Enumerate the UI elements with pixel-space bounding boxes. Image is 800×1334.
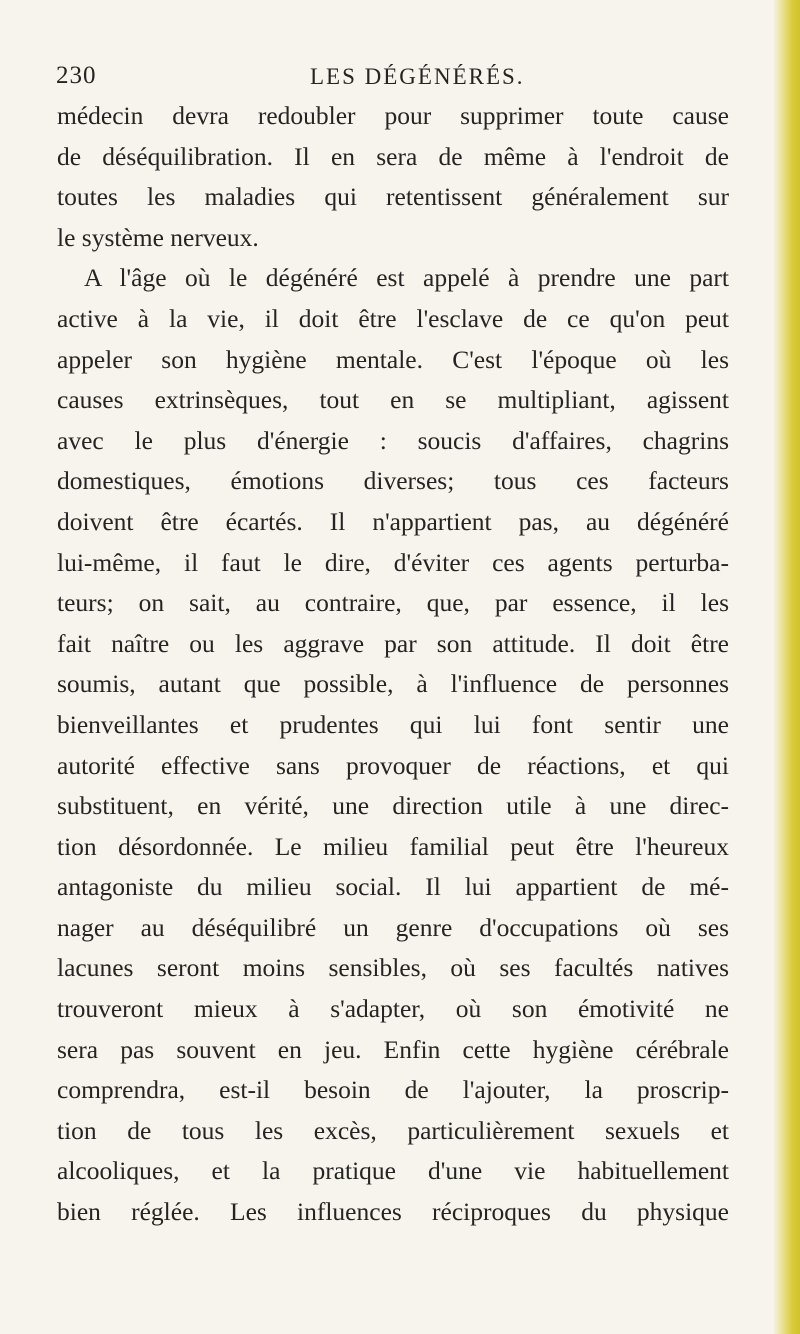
page-edge-shadow bbox=[774, 0, 800, 1334]
text-line: bien réglée. Les influences réciproques du physique bbox=[57, 1197, 729, 1227]
text-line: substituent, en vérité, une direction utile à une direc- bbox=[57, 791, 729, 821]
text-line: le système nerveux. bbox=[57, 222, 259, 252]
text-line: appeler son hygiène mentale. C'est l'époque où les bbox=[57, 344, 729, 374]
text-line: toutes les maladies qui retentissent généralement sur bbox=[57, 182, 729, 212]
text-line: soumis, autant que possible, à l'influence de personnes bbox=[57, 669, 729, 699]
text-line: tion de tous les excès, particulièrement sexuels et bbox=[57, 1115, 729, 1145]
text-line: autorité effective sans provoquer de réactions, et qui bbox=[57, 750, 729, 780]
text-line: lui-même, il faut le dire, d'éviter ces agents perturba- bbox=[57, 547, 729, 577]
text-line: doivent être écartés. Il n'appartient pas, au dégénéré bbox=[57, 506, 729, 536]
text-line: nager au déséquilibré un genre d'occupations où ses bbox=[57, 912, 729, 942]
body-text bbox=[57, 96, 729, 1233]
text-line: sera pas souvent en jeu. Enfin cette hygiène cérébrale bbox=[57, 1034, 729, 1064]
text-line: avec le plus d'énergie : soucis d'affaires, chagrins bbox=[57, 425, 729, 455]
running-title: LES DÉGÉNÉRÉS. bbox=[310, 64, 525, 89]
text-line: tion désordonnée. Le milieu familial peut être l'heureux bbox=[57, 831, 729, 861]
text-line: domestiques, émotions diverses; tous ces facteurs bbox=[57, 466, 729, 496]
text-line: trouveront mieux à s'adapter, où son émotivité ne bbox=[57, 994, 729, 1024]
page-number: 230 bbox=[56, 62, 97, 89]
text-line: comprendra, est-il besoin de l'ajouter, la proscrip- bbox=[57, 1075, 729, 1105]
text-line: teurs; on sait, au contraire, que, par essence, il les bbox=[57, 588, 729, 618]
text-line: active à la vie, il doit être l'esclave de ce qu'on peut bbox=[57, 303, 729, 333]
text-line: A l'âge où le dégénéré est appelé à prendre une part bbox=[84, 263, 729, 293]
text-line: médecin devra redoubler pour supprimer toute cause bbox=[57, 101, 729, 130]
text-line: alcooliques, et la pratique d'une vie habituellement bbox=[57, 1156, 729, 1186]
text-line: antagoniste du milieu social. Il lui appartient de mé- bbox=[57, 872, 729, 902]
text-line: de déséquilibration. Il en sera de même à l'endroit de bbox=[57, 141, 729, 171]
text-line: fait naître ou les aggrave par son attitude. Il doit être bbox=[57, 628, 729, 658]
text-line: causes extrinsèques, tout en se multipliant, agissent bbox=[57, 385, 729, 415]
text-line: bienveillantes et prudentes qui lui font sentir une bbox=[57, 709, 729, 739]
text-line: lacunes seront moins sensibles, où ses facultés natives bbox=[57, 953, 729, 983]
